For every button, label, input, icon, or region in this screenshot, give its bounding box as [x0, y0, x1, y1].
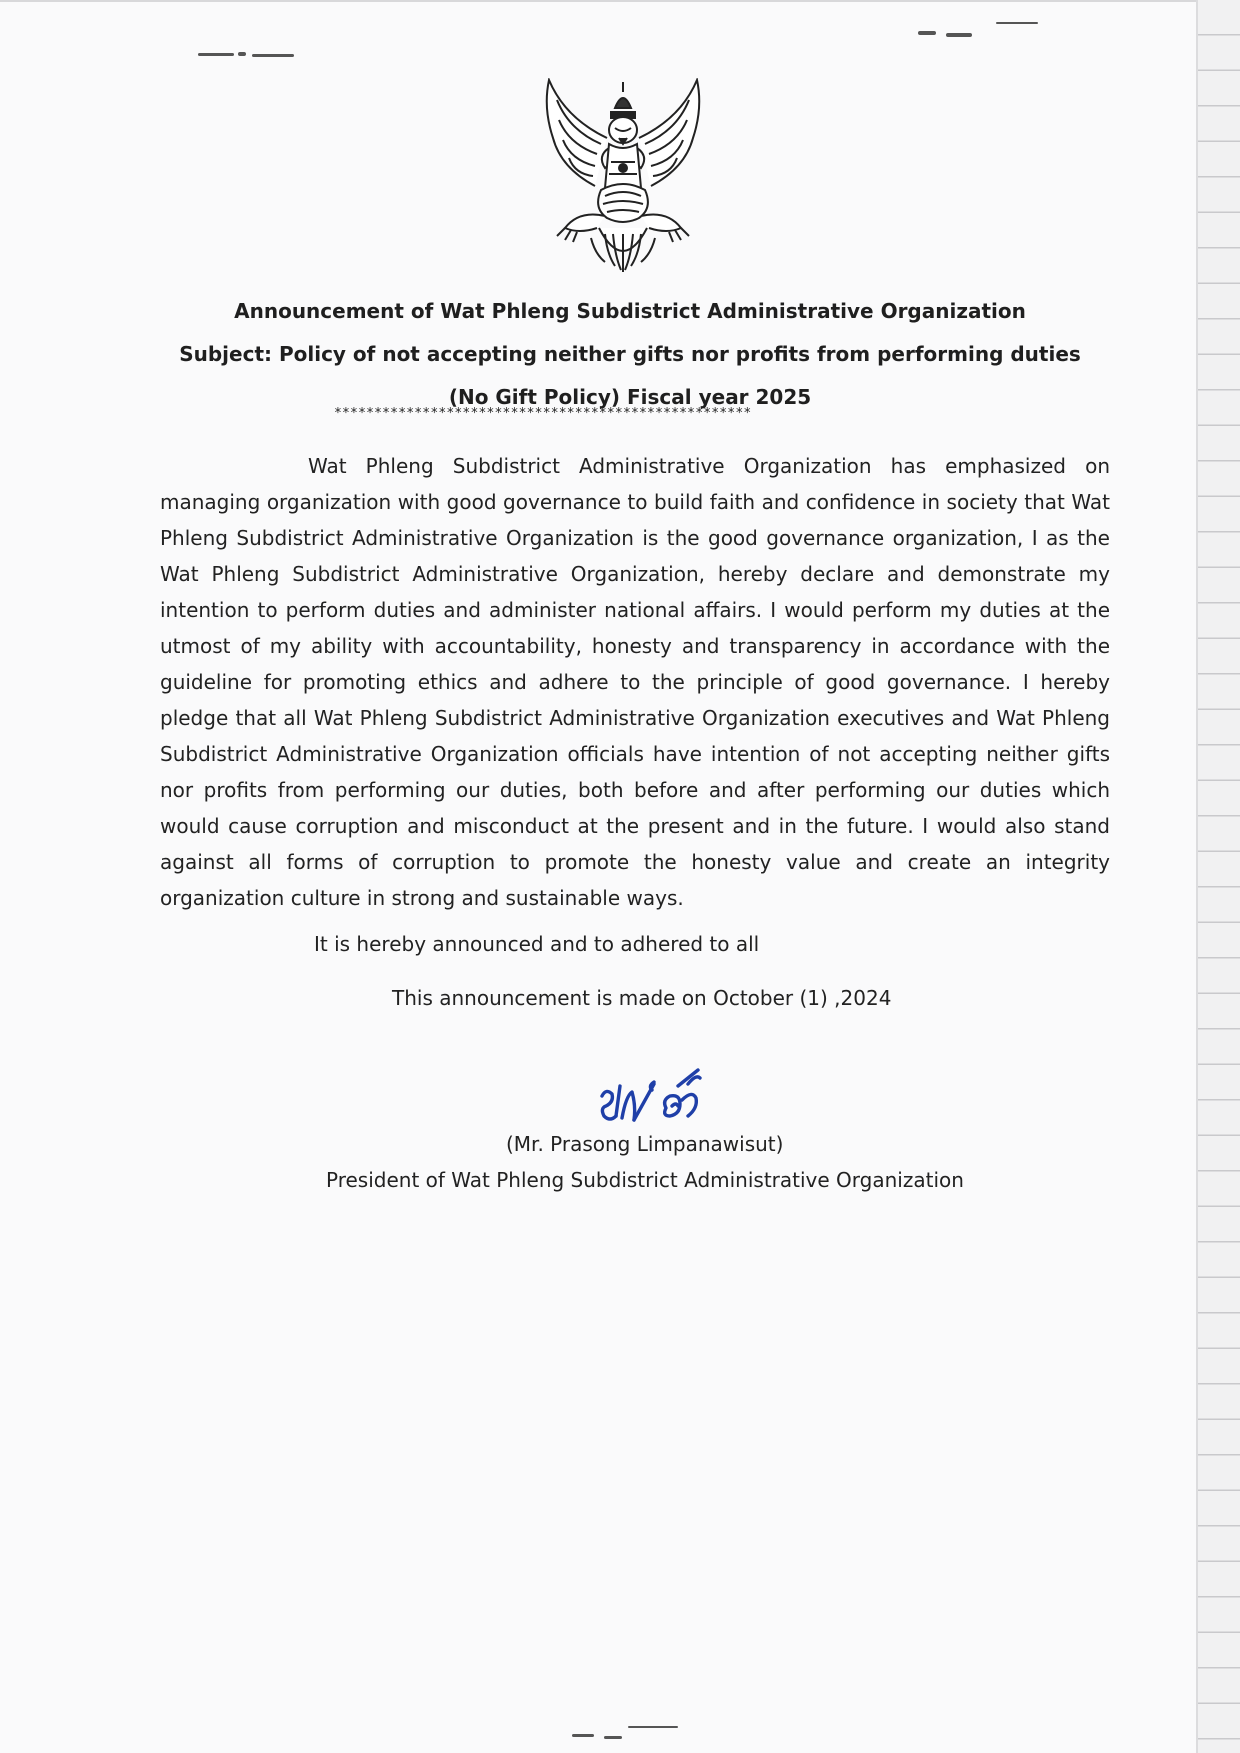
scan-mark	[572, 1734, 594, 1737]
garuda-emblem-icon	[535, 78, 711, 274]
handwritten-signature	[596, 1066, 708, 1126]
scan-mark	[996, 22, 1038, 24]
separator-line: ****************************************************	[334, 406, 752, 421]
title-line: Announcement of Wat Phleng Subdistrict Administrative Organization	[234, 299, 1026, 323]
paper-right-edge-strip	[1196, 0, 1240, 1753]
scan-mark	[198, 53, 234, 56]
subject-line: Subject: Policy of not accepting neither gifts nor profits from performing duties	[179, 342, 1081, 366]
paper-top-edge	[0, 0, 1198, 2]
scan-mark	[252, 54, 294, 57]
scan-mark	[946, 33, 972, 37]
policy-line: (No Gift Policy) Fiscal year 2025	[448, 385, 812, 409]
scan-mark	[628, 1726, 678, 1728]
signer-title: President of Wat Phleng Subdistrict Administrative Organization	[326, 1168, 964, 1192]
announcement-body: Wat Phleng Subdistrict Administrative Organization has emphasized on managing organization with good governance to build faith and confidence in society that Wat Phleng Subdistrict Administrative Organization is the good governance organization, I as the Wat Phleng Subdistrict Administrative Organization, hereby declare and demonstrate my intention to perform duties and administer national affairs. I would perform my duties at the utmost of my ability with accountability, honesty and transparency in accordance with the guideline for promoting ethics and adhere to the principle of good governance. I hereby pledge that all Wat Phleng Subdistrict Administrative Organization executives and Wat Phleng Subdistrict Administrative Organization officials have intention of not accepting neither gifts nor profits from performing our duties, both before and after performing our duties which would cause corruption and misconduct at the present and in the future. I would also stand against all forms of corruption to promote the honesty value and create an integrity organization culture in strong and sustainable ways.	[160, 454, 1110, 910]
scan-mark	[238, 52, 246, 56]
announcement-date: This announcement is made on October (1) ,2024	[392, 986, 892, 1010]
signer-name: (Mr. Prasong Limpanawisut)	[506, 1132, 784, 1156]
scan-mark	[604, 1736, 622, 1739]
announcement-title	[150, 290, 1110, 419]
scan-mark	[918, 31, 936, 35]
closing-statement: It is hereby announced and to adhered to all	[314, 932, 760, 956]
